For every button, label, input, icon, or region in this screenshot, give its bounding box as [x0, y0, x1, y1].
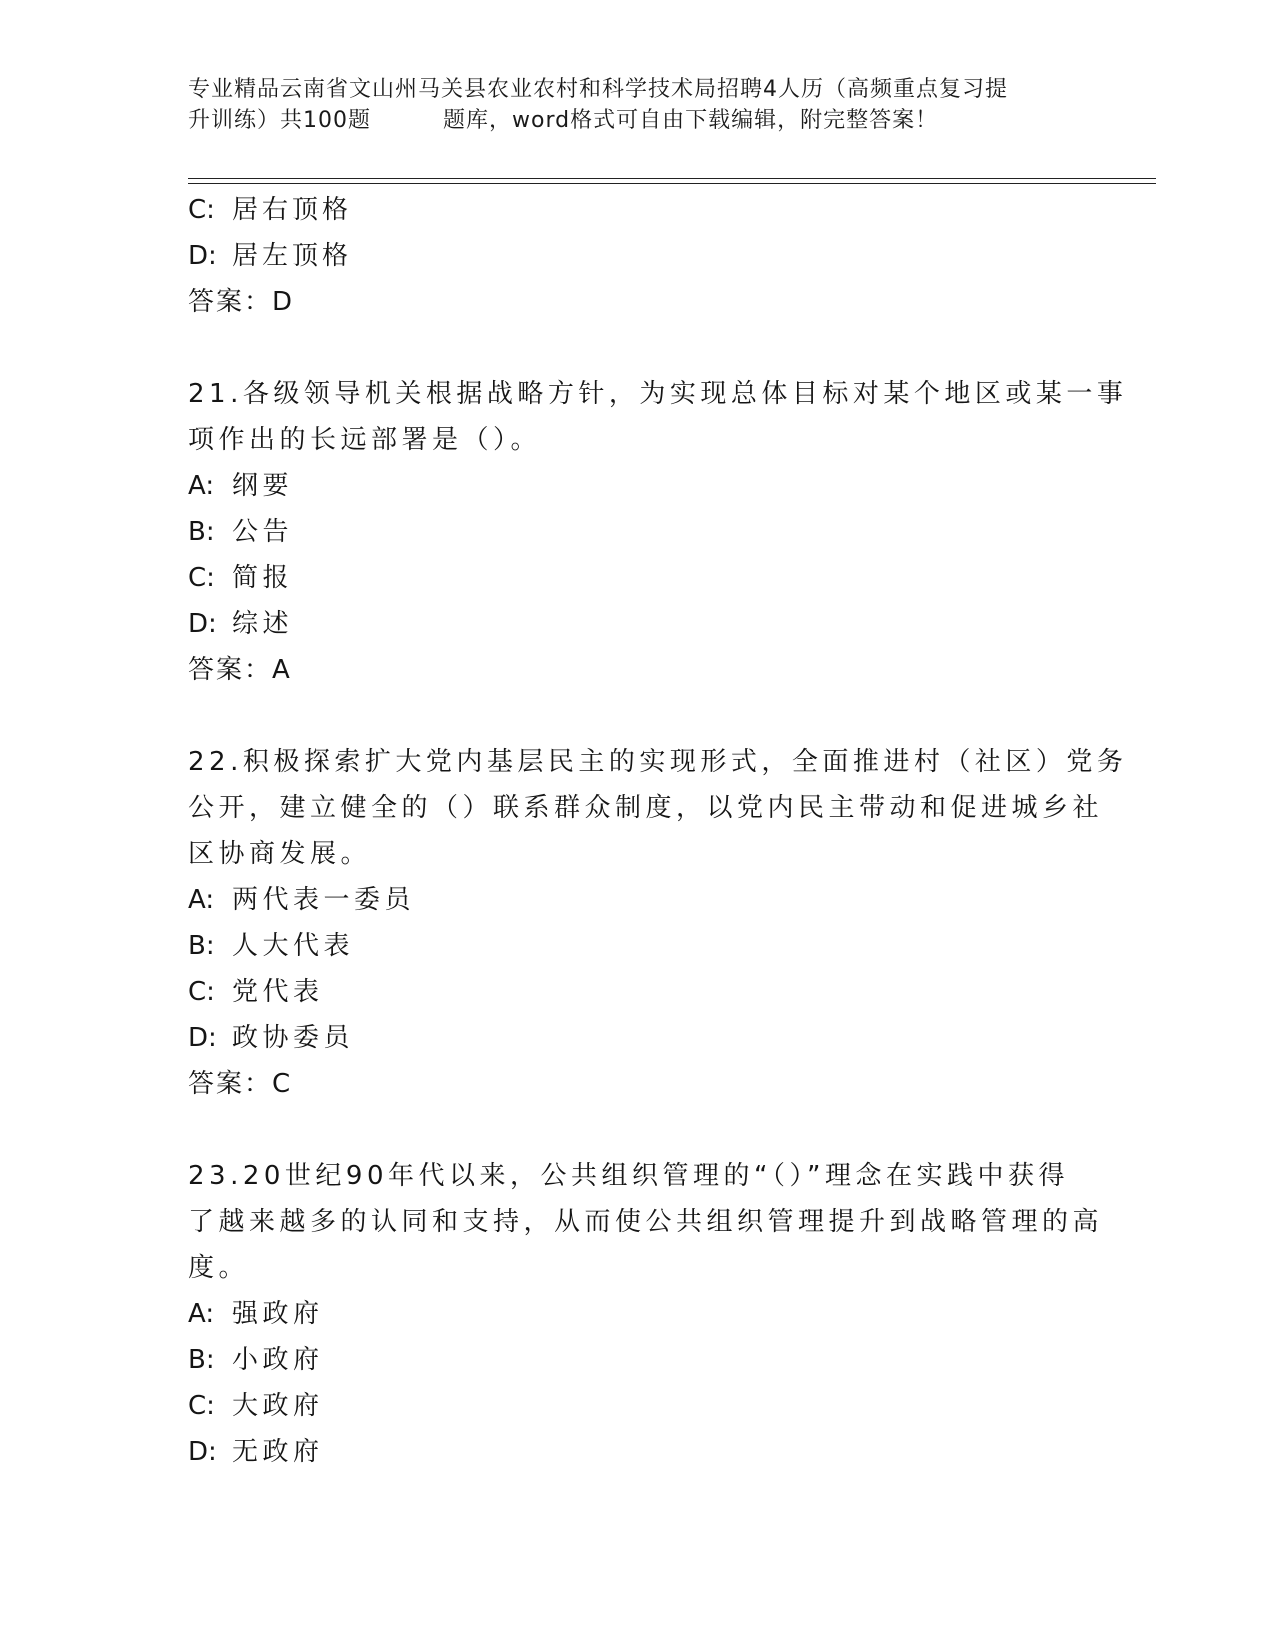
question-text: 了越来越多的认同和支持，从而使公共组织管理提升到战略管理的高: [188, 1207, 1104, 1237]
question-text: 项作出的长远部署是（）。: [188, 425, 542, 455]
option-d: D: 居左顶格: [188, 241, 353, 271]
answer-value: A: [272, 655, 295, 685]
question-text: 公开，建立健全的（）联系群众制度，以党内民主带动和促进城乡社: [188, 793, 1104, 823]
option-d: D: 无政府: [188, 1437, 324, 1467]
option-a: A: 强政府: [188, 1299, 324, 1329]
option-c: C: 简报: [188, 563, 294, 593]
question-text: 23.20世纪90年代以来，公共组织管理的“（）”理念在实践中获得: [188, 1161, 1069, 1191]
answer-line: 答案：A: [188, 655, 295, 685]
answer-line: 答案：D: [188, 287, 295, 317]
question-20-tail: [188, 187, 1088, 325]
question-text: 22.积极探索扩大党内基层民主的实现形式，全面推进村（社区）党务: [188, 747, 1128, 777]
option-a: A: 纲要: [188, 471, 294, 501]
header-line-2-start: 升训练）共100题: [188, 108, 371, 133]
option-b: B: 人大代表: [188, 931, 355, 961]
question-text: 21.各级领导机关根据战略方针，为实现总体目标对某个地区或某一事: [188, 379, 1128, 409]
option-c: C: 党代表: [188, 977, 324, 1007]
answer-value: C: [272, 1069, 295, 1099]
option-b: B: 公告: [188, 517, 294, 547]
option-a: A: 两代表一委员: [188, 885, 416, 915]
question-text: 度。: [188, 1253, 250, 1283]
header-line-1: 专业精品云南省文山州马关县农业农村和科学技术局招聘4人历（高频重点复习提: [188, 77, 1008, 102]
question-23: [188, 1153, 1104, 1475]
header-divider-bottom: [188, 183, 1156, 184]
document-body: [188, 187, 1128, 1475]
question-21: [188, 371, 1128, 693]
answer-line: 答案：C: [188, 1069, 295, 1099]
option-d: D: 综述: [188, 609, 294, 639]
header-line-2: [188, 105, 1088, 136]
question-text: 区协商发展。: [188, 839, 372, 869]
option-b: B: 小政府: [188, 1345, 324, 1375]
answer-value: D: [272, 287, 295, 317]
question-22: [188, 739, 1128, 1107]
document-header: [188, 74, 1088, 136]
header-divider-top: [188, 178, 1156, 179]
header-line-2-end: 题库，word格式可自由下载编辑，附完整答案！: [443, 108, 939, 133]
option-c: C: 居右顶格: [188, 195, 353, 225]
option-d: D: 政协委员: [188, 1023, 355, 1053]
option-c: C: 大政府: [188, 1391, 324, 1421]
